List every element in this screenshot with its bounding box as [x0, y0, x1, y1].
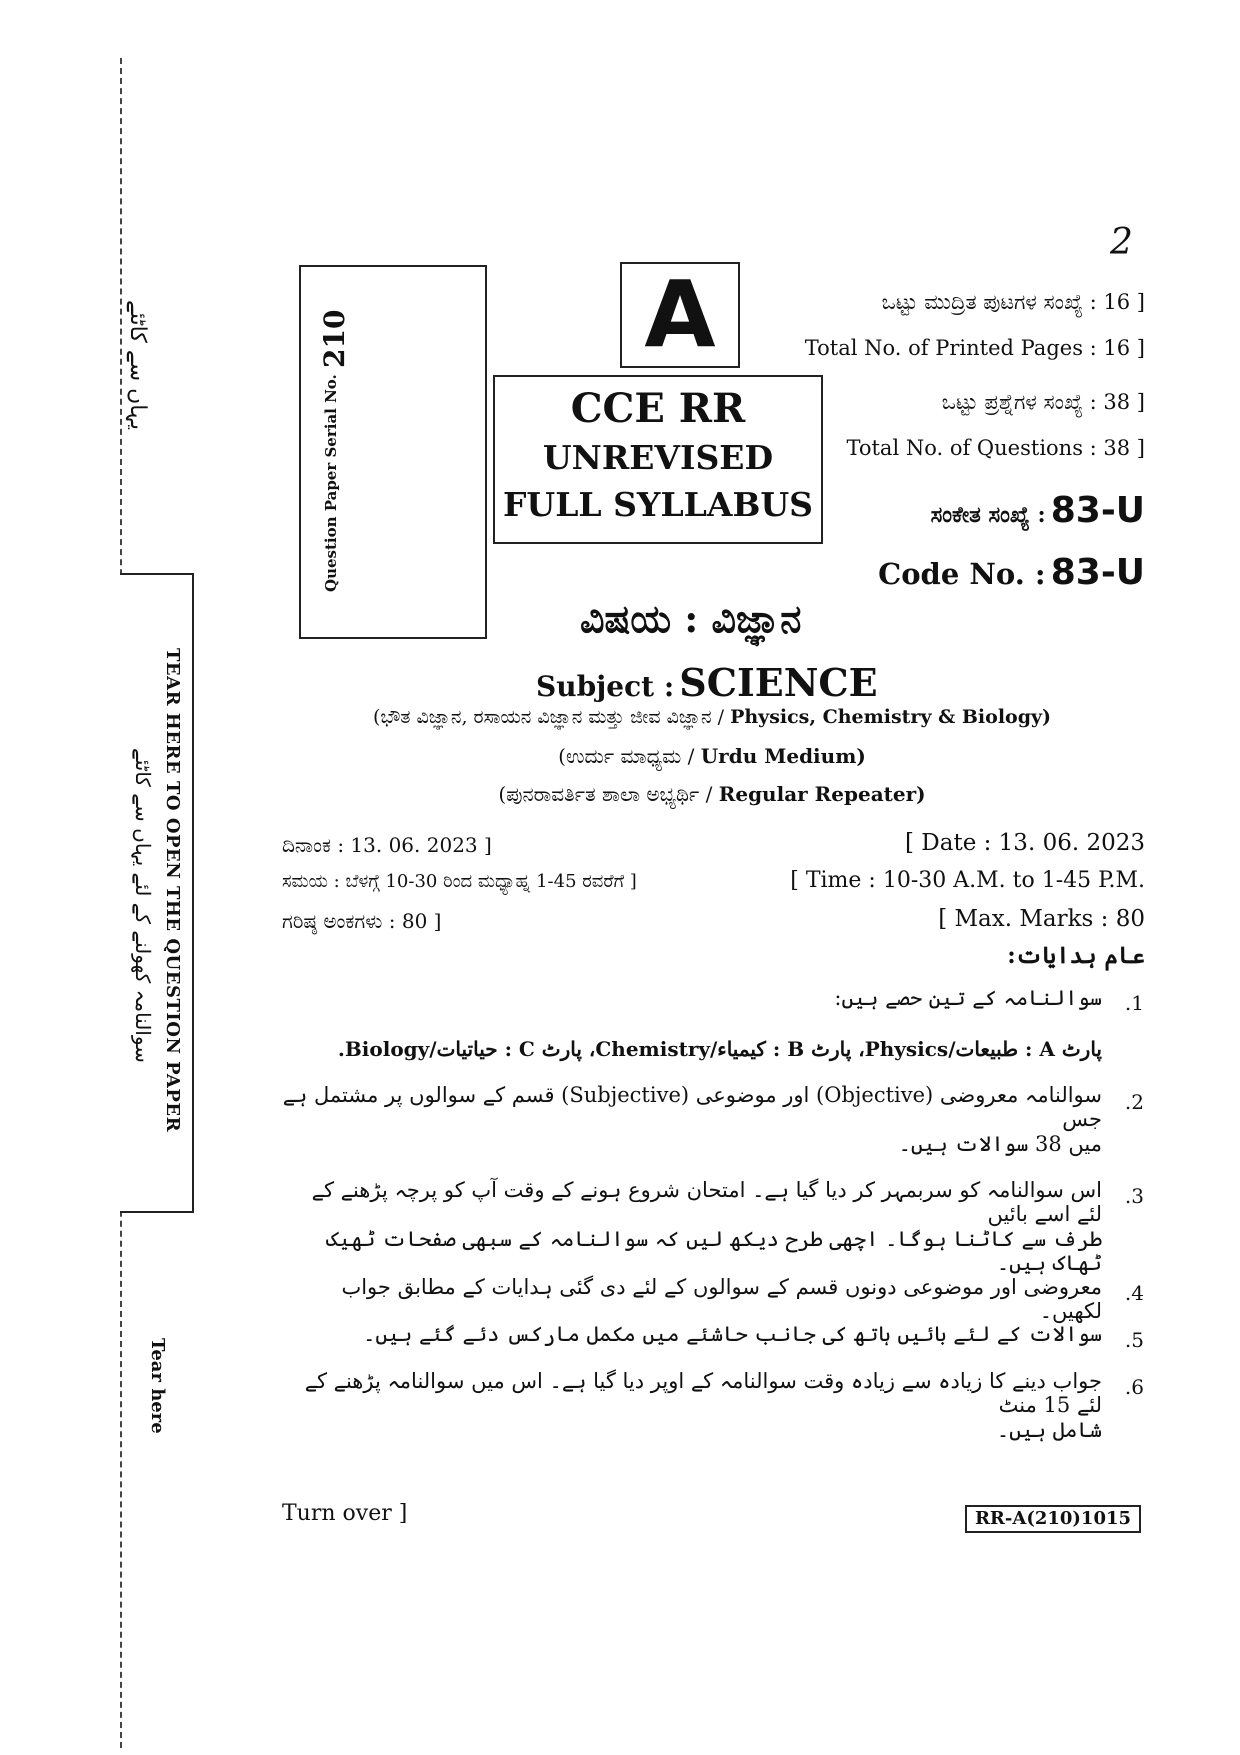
- questions-count-en: Total No. of Questions : 38 ]: [846, 436, 1145, 460]
- tear-open-label: TEAR HERE TO OPEN THE QUESTION PAPER: [162, 648, 183, 1133]
- serial-number-label: Question Paper Serial No.: [322, 374, 340, 592]
- marks-en: [ Max. Marks : 80: [938, 906, 1145, 932]
- paper-code: RR-A(210)1015: [965, 1505, 1141, 1533]
- pages-count-en: Total No. of Printed Pages : 16 ]: [804, 336, 1145, 360]
- subject-en-label: Subject :: [536, 670, 675, 703]
- instruction-line: جواب دینے کا زیادہ سے زیادہ وقت سوالنامہ کے اوپر دیا گیا ہے۔ اس میں سوالنامہ پڑھنے کے لئے 15 منٹ: [304, 1369, 1102, 1417]
- time-en: [ Time : 10-30 A.M. to 1-45 P.M.: [790, 868, 1145, 893]
- instruction-number: .4: [1124, 1281, 1144, 1305]
- page-number: 2: [1110, 222, 1133, 263]
- code-en-label: Code No. :: [878, 557, 1046, 591]
- subject-branches: [282, 706, 1142, 728]
- instruction-line: سوالنامہ کے تین حصے ہیں:: [834, 986, 1102, 1010]
- version-letter: A: [620, 262, 740, 368]
- subject-en: [536, 660, 878, 705]
- tear-open-urdu: سوالنامہ کھولنے کے لئے یہاں سے کاٹئے: [131, 748, 155, 1063]
- instruction-line: طرف سے کاٹنا ہوگا۔ اچھی طرح دیکھ لیں کہ سوالنامہ کے سبھی صفحات ٹھیک ٹھاک ہیں۔: [326, 1227, 1102, 1275]
- instruction-line: سوالات کے لئے بائیں ہاتھ کی جانب حاشئے میں مکمل مارکس دئے گئے ہیں۔: [363, 1322, 1102, 1346]
- margin-urdu-cut-here: یہاں سے کاٹئے: [125, 300, 150, 431]
- instruction-number: .6: [1124, 1375, 1144, 1399]
- instruction-line: معروضی اور موضوعی دونوں قسم کے سوالوں کے لئے دی گئی ہدایات کے مطابق جواب لکھیں۔: [341, 1275, 1102, 1323]
- date-en: [ Date : 13. 06. 2023: [905, 830, 1145, 856]
- subject-medium-en: Urdu Medium): [700, 744, 866, 768]
- instruction-number: .2: [1124, 1090, 1144, 1114]
- subject-kn: ವಿಷಯ : ವಿಜ್ಞಾನ: [580, 596, 802, 641]
- code-kn: [760, 490, 1145, 531]
- exam-line-2: UNREVISED: [542, 438, 774, 477]
- code-kn-label: ಸಂಕೇತ ಸಂಖ್ಯೆ :: [930, 502, 1046, 528]
- marks-kn: ಗರಿಷ್ಠ ಅಂಕಗಳು : 80 ]: [282, 909, 442, 933]
- instruction-line: اس سوالنامہ کو سربمہر کر دیا گیا ہے۔ امتحان شروع ہونے کے وقت آپ کو پرچہ پڑھنے کے لئے اسے بائیں: [311, 1178, 1102, 1226]
- instruction-number: .3: [1124, 1184, 1144, 1208]
- exam-line-1: CCE RR: [570, 385, 746, 432]
- candidate-type-kn: (ಪುನರಾವರ್ತಿತ ಶಾಲಾ ಅಭ್ಯರ್ಥಿ /: [498, 782, 719, 806]
- code-en: [760, 552, 1145, 593]
- instruction-line: پارٹ A : طبیعات/Physics، پارٹ B : کیمیاء/Chemistry، پارٹ C : حیاتیات/Biology.: [337, 1037, 1102, 1061]
- candidate-type: [282, 782, 1142, 806]
- subject-en-value: SCIENCE: [679, 660, 878, 705]
- instructions-heading: عام ہدایات:: [1007, 942, 1145, 969]
- candidate-type-en: Regular Repeater): [718, 782, 926, 806]
- subject-medium-kn: (ಉರ್ದು ಮಾಧ್ಯಮ /: [558, 744, 701, 768]
- exam-line-3: FULL SYLLABUS: [502, 485, 813, 524]
- tear-here-label: Tear here: [147, 1338, 168, 1434]
- code-kn-value: 83-U: [1050, 490, 1145, 531]
- instruction-line: شامل ہیں۔: [996, 1418, 1102, 1442]
- pages-count-kn: ಒಟ್ಟು ಮುದ್ರಿತ ಪುಟಗಳ ಸಂಖ್ಯೆ : 16 ]: [881, 290, 1145, 314]
- questions-count-kn: ಒಟ್ಟು ಪ್ರಶ್ನೆಗಳ ಸಂಖ್ಯೆ : 38 ]: [941, 390, 1145, 414]
- serial-number-value: 210: [318, 309, 351, 368]
- instruction-line: سوالنامہ معروضی (Objective) اور موضوعی (Subjective) قسم کے سوالوں پر مشتمل ہے جس: [282, 1083, 1102, 1131]
- subject-branches-kn: (ಭೌತ ವಿಜ್ಞಾನ, ರಸಾಯನ ವಿಜ್ಞಾನ ಮತ್ತು ಜೀವ ವಿಜ್ಞಾನ /: [372, 706, 731, 728]
- instruction-line: میں 38 سوالات ہیں۔: [898, 1132, 1102, 1156]
- instruction-number: .5: [1124, 1328, 1144, 1352]
- subject-medium: [282, 744, 1142, 768]
- instruction-number: .1: [1124, 991, 1144, 1015]
- date-kn: ದಿನಾಂಕ : 13. 06. 2023 ]: [282, 833, 492, 857]
- turn-over: Turn over ]: [282, 1501, 408, 1526]
- time-kn: ಸಮಯ : ಬೆಳಗ್ಗೆ 10-30 ರಿಂದ ಮಧ್ಯಾಹ್ನ 1-45 ರವರೆಗೆ ]: [282, 871, 637, 892]
- subject-branches-en: Physics, Chemistry & Biology): [730, 706, 1052, 728]
- code-en-value: 83-U: [1050, 552, 1145, 593]
